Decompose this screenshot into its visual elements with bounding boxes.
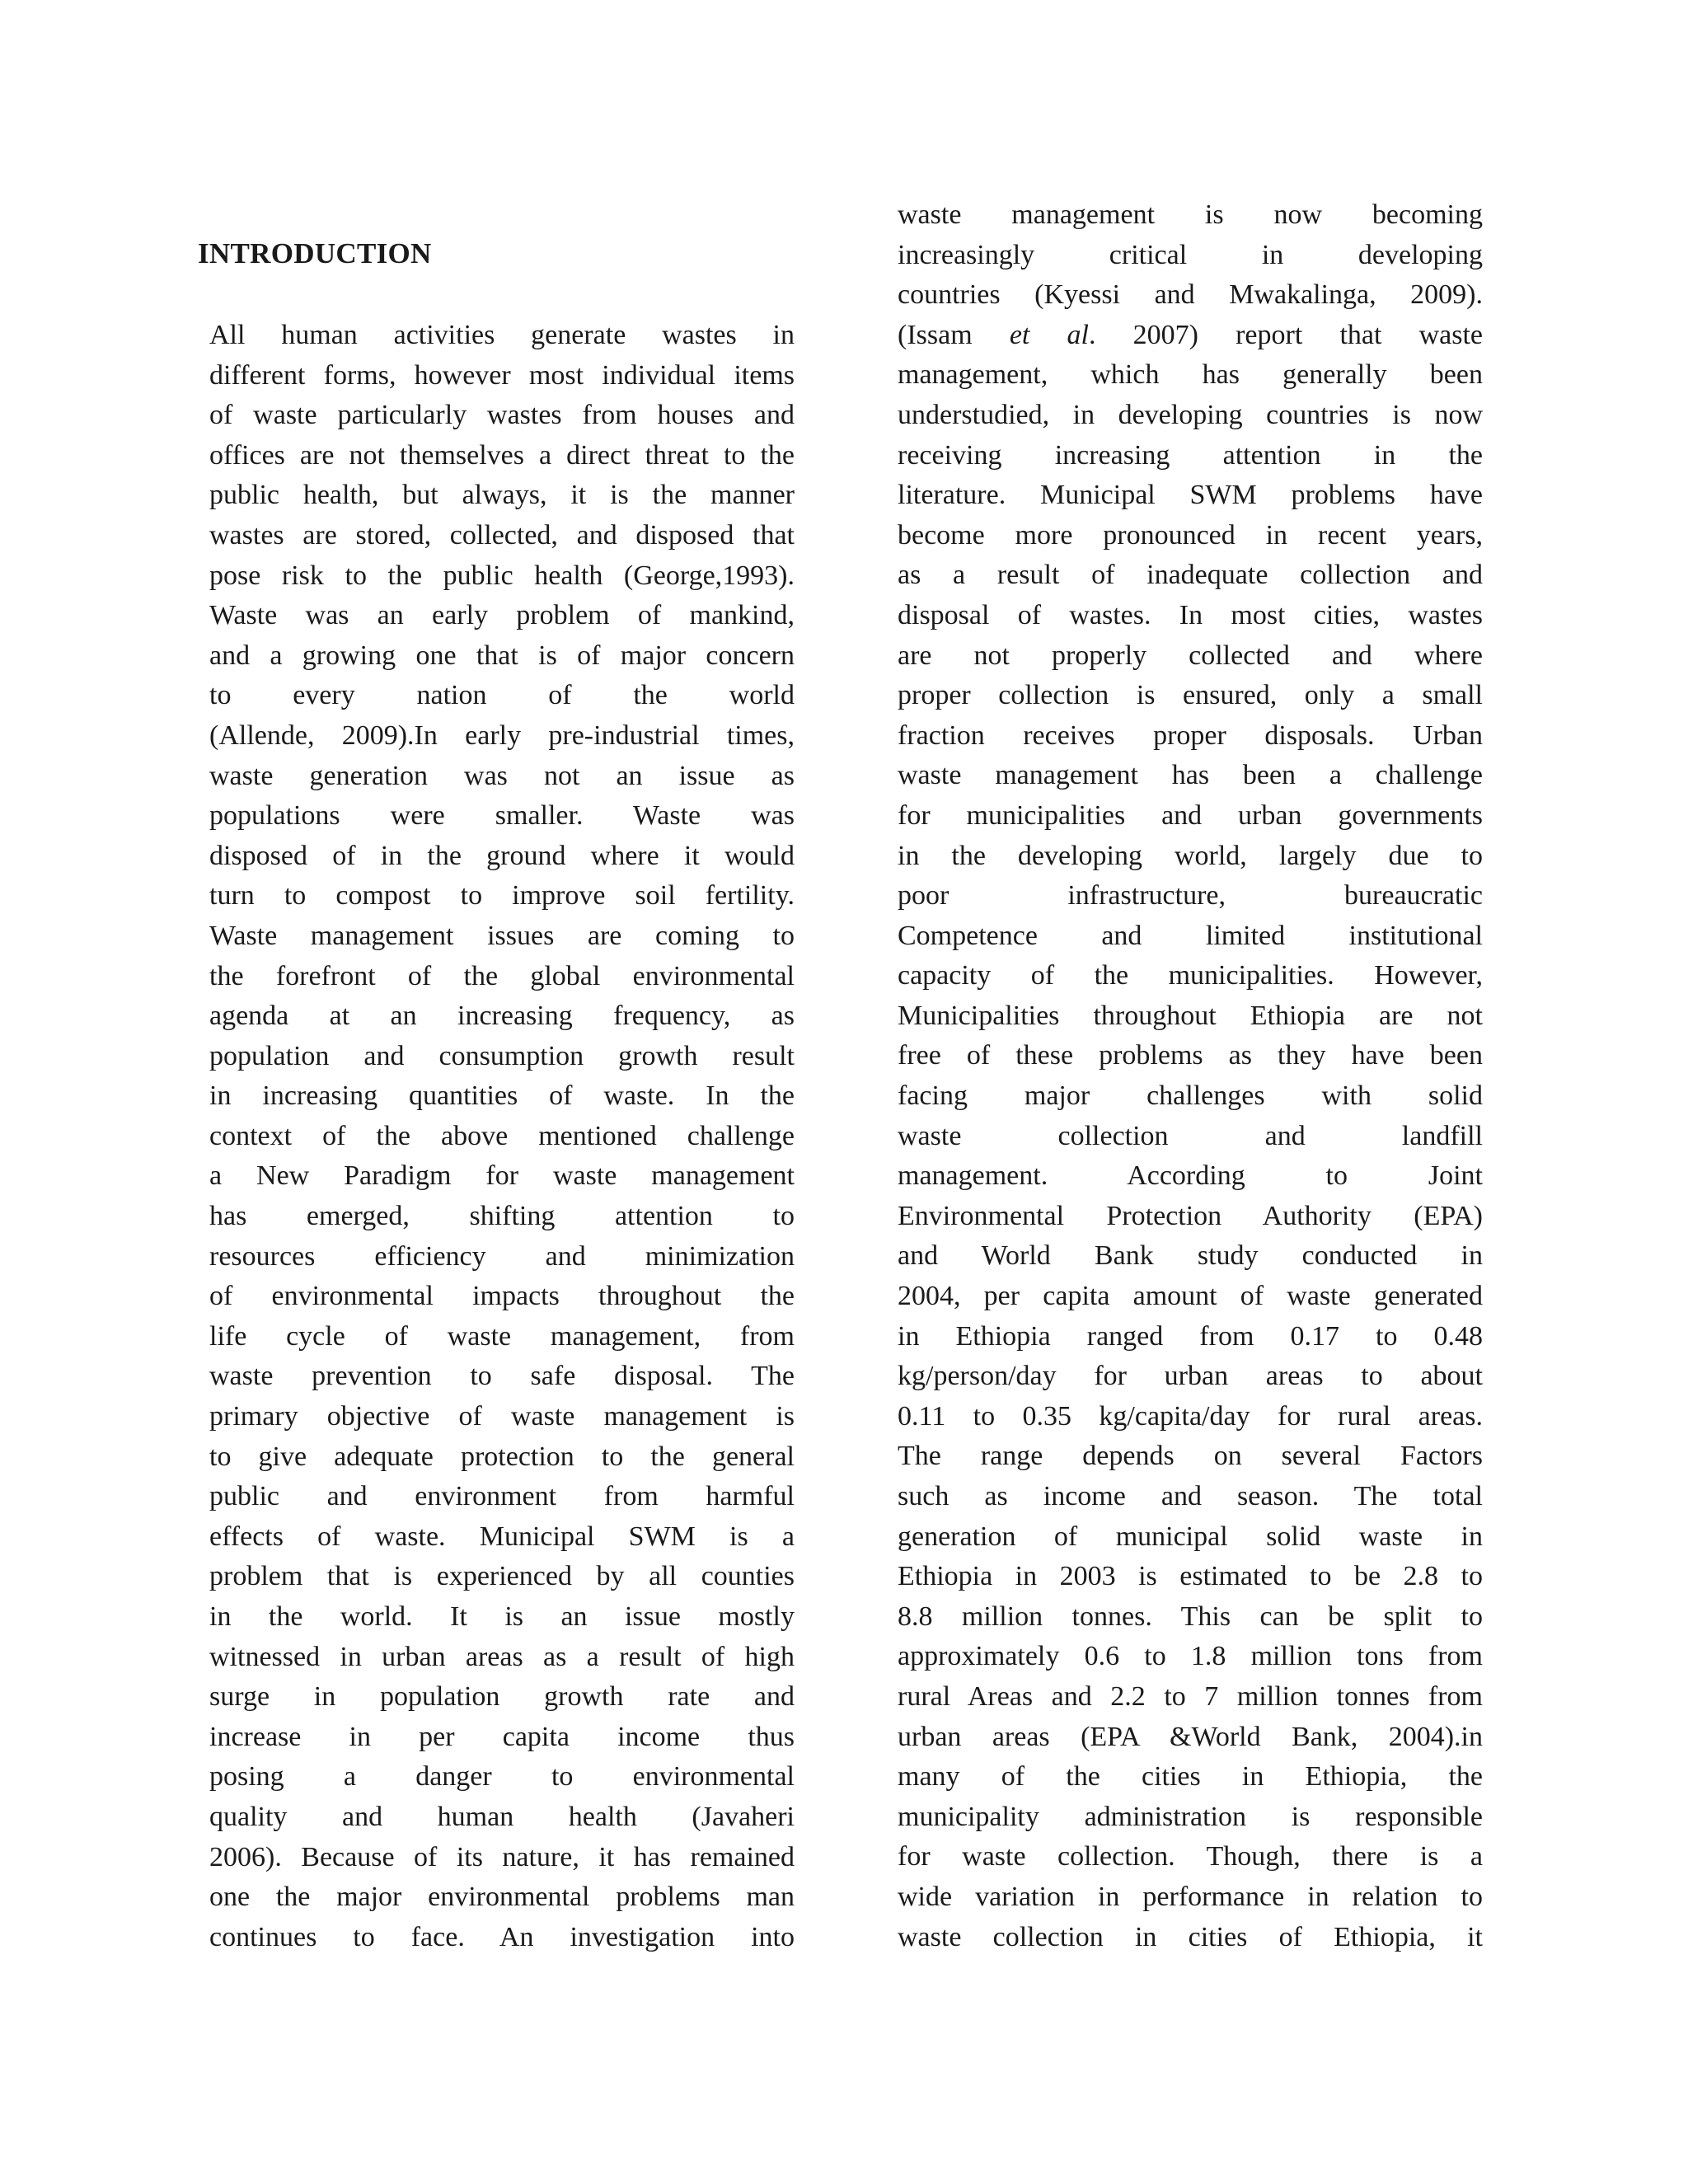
text-line: Waste management issues are coming to — [209, 920, 795, 951]
text-line: waste generation was not an issue as — [209, 760, 795, 791]
text-line: problem that is experienced by all counties — [209, 1561, 795, 1592]
text-line: disposed of in the ground where it would — [209, 840, 795, 871]
text-line: resources efficiency and minimization — [209, 1240, 795, 1272]
text-line: management. According to Joint — [898, 1160, 1483, 1192]
text-line: public and environment from harmful — [209, 1481, 795, 1512]
citation-et-al: et al — [1009, 319, 1089, 350]
text-line: of waste particularly wastes from houses and — [209, 400, 795, 431]
text-line: are not properly collected and where — [898, 640, 1483, 671]
text-line: offices are not themselves a direct threat to the — [209, 439, 795, 471]
text-line: Municipalities throughout Ethiopia are not — [898, 1000, 1483, 1031]
text-line: of environmental impacts throughout the — [209, 1281, 795, 1312]
text-line: proper collection is ensured, only a small — [898, 680, 1483, 711]
text-line: rural Areas and 2.2 to 7 million tonnes from — [898, 1680, 1483, 1712]
text-line: context of the above mentioned challenge — [209, 1120, 795, 1151]
text-line: receiving increasing attention in the — [898, 439, 1483, 471]
text-line: municipality administration is responsible — [898, 1801, 1483, 1832]
text-line: public health, but always, it is the manner — [209, 480, 795, 511]
text-line: waste management has been a challenge — [898, 760, 1483, 791]
text-line: in the developing world, largely due to — [898, 840, 1483, 871]
text-line: continues to face. An investigation into — [209, 1921, 795, 1952]
text-line: poor infrastructure, bureaucratic — [898, 880, 1483, 912]
text-line: and a growing one that is of major concern — [209, 640, 795, 671]
text-line: wide variation in performance in relation to — [898, 1881, 1483, 1912]
text-line: for waste collection. Though, there is a — [898, 1841, 1483, 1872]
left-text-column — [209, 316, 795, 1957]
text-line: Environmental Protection Authority (EPA) — [898, 1200, 1483, 1231]
text-line: and World Bank study conducted in — [898, 1240, 1483, 1272]
text-line: Ethiopia in 2003 is estimated to be 2.8 to — [898, 1561, 1483, 1592]
section-heading: INTRODUCTION — [198, 237, 432, 269]
text-line: kg/person/day for urban areas to about — [898, 1361, 1483, 1392]
text-line: The range depends on several Factors — [898, 1441, 1483, 1472]
text-line: free of these problems as they have been — [898, 1040, 1483, 1071]
text-line: the forefront of the global environmental — [209, 960, 795, 991]
text-line: All human activities generate wastes in — [209, 320, 795, 350]
text-line: (Allende, 2009).In early pre-industrial times, — [209, 719, 795, 751]
text-line: Competence and limited institutional — [898, 920, 1483, 951]
text-line: such as income and season. The total — [898, 1481, 1483, 1511]
text-line: witnessed in urban areas as a result of high — [209, 1641, 795, 1672]
text-line: posing a danger to environmental — [209, 1761, 795, 1793]
text-line: waste collection and landfill — [898, 1120, 1483, 1151]
text-line: countries (Kyessi and Mwakalinga, 2009). — [898, 279, 1483, 311]
text-line: become more pronounced in recent years, — [898, 519, 1483, 551]
text-line: disposal of wastes. In most cities, wastes — [898, 599, 1483, 630]
text-line: increasingly critical in developing — [898, 239, 1483, 270]
text-line: Waste was an early problem of mankind, — [209, 600, 795, 631]
text-line: to every nation of the world — [209, 680, 795, 711]
text-line: facing major challenges with solid — [898, 1080, 1483, 1112]
text-line: fraction receives proper disposals. Urban — [898, 719, 1483, 751]
text-line: 8.8 million tonnes. This can be split to — [898, 1601, 1483, 1632]
text-line: primary objective of waste management is — [209, 1401, 795, 1432]
text-line: agenda at an increasing frequency, as — [209, 1001, 795, 1032]
text-line: understudied, in developing countries is now — [898, 399, 1483, 430]
text-line: waste prevention to safe disposal. The — [209, 1361, 795, 1392]
text-line: urban areas (EPA &World Bank, 2004).in — [898, 1721, 1483, 1752]
text-line: surge in population growth rate and — [209, 1681, 795, 1713]
text-line: one the major environmental problems man — [209, 1882, 795, 1913]
text-line: 2006). Because of its nature, it has remained — [209, 1841, 795, 1872]
text-line: many of the cities in Ethiopia, the — [898, 1761, 1483, 1793]
right-text-column — [898, 195, 1483, 1957]
text-line: for municipalities and urban governments — [898, 799, 1483, 831]
text-line: life cycle of waste management, from — [209, 1320, 795, 1352]
text-line: effects of waste. Municipal SWM is a — [209, 1521, 795, 1552]
text-line: waste management is now becoming — [898, 199, 1483, 230]
text-line: as a result of inadequate collection and — [898, 560, 1483, 591]
text-line: (Issam et al. 2007) report that waste — [898, 319, 1484, 350]
text-line: wastes are stored, collected, and disposed that — [209, 519, 795, 551]
text-line: to give adequate protection to the general — [209, 1441, 795, 1472]
text-line: capacity of the municipalities. However, — [898, 960, 1483, 991]
text-line: pose risk to the public health (George,1993). — [209, 560, 795, 591]
text-line: different forms, however most individual items — [209, 359, 795, 391]
text-line: quality and human health (Javaheri — [209, 1801, 795, 1832]
text-line: management, which has generally been — [898, 359, 1483, 391]
text-line: in Ethiopia ranged from 0.17 to 0.48 — [898, 1320, 1483, 1352]
text-line: turn to compost to improve soil fertility. — [209, 880, 795, 912]
text-line: literature. Municipal SWM problems have — [898, 480, 1483, 511]
text-line: approximately 0.6 to 1.8 million tons from — [898, 1641, 1483, 1672]
text-line: population and consumption growth result — [209, 1040, 795, 1071]
text-line: has emerged, shifting attention to — [209, 1201, 795, 1232]
text-line: in increasing quantities of waste. In the — [209, 1080, 795, 1112]
text-line: generation of municipal solid waste in — [898, 1521, 1483, 1552]
text-line: populations were smaller. Waste was — [209, 800, 795, 832]
text-line: 0.11 to 0.35 kg/capita/day for rural areas. — [898, 1400, 1483, 1432]
text-line: in the world. It is an issue mostly — [209, 1601, 795, 1632]
text-line: increase in per capita income thus — [209, 1721, 795, 1752]
text-line: waste collection in cities of Ethiopia, it — [898, 1921, 1483, 1952]
text-line: 2004, per capita amount of waste generated — [898, 1281, 1483, 1312]
text-line: a New Paradigm for waste management — [209, 1160, 795, 1192]
